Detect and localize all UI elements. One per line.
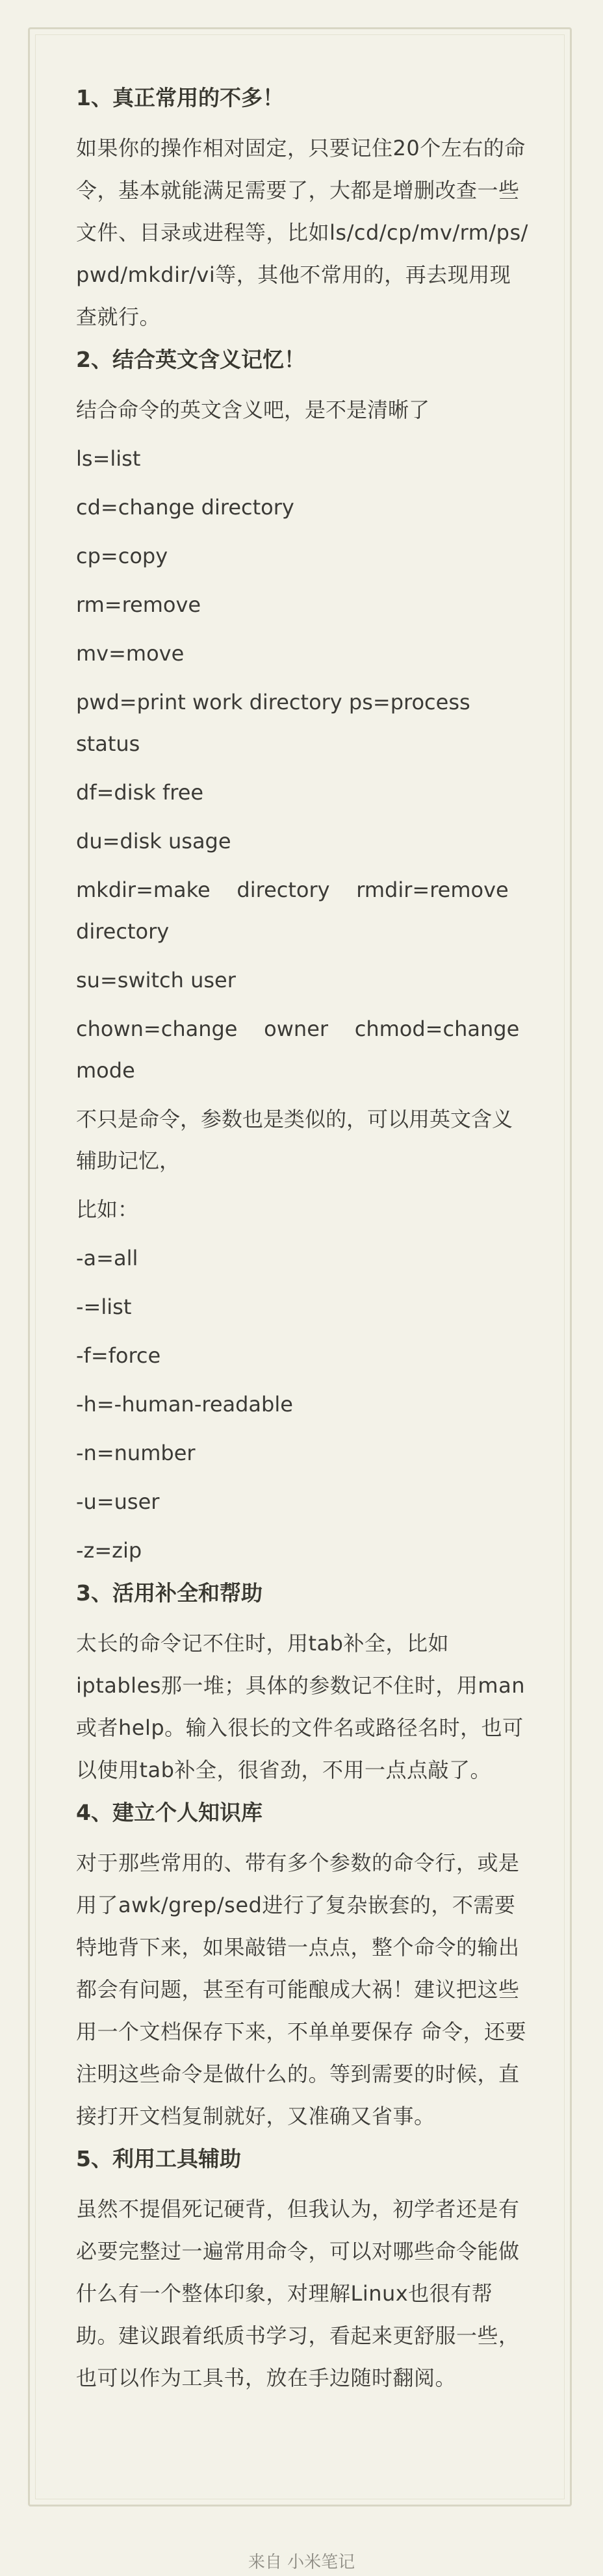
section-1-heading: 1、真正常用的不多！ (76, 85, 284, 110)
command-line: pwd=print work directory ps=process status (76, 690, 477, 756)
command-line: du=disk usage (76, 829, 231, 853)
section-5-heading: 5、利用工具辅助 (76, 2146, 241, 2171)
param-line: -u=user (76, 1489, 160, 1514)
param-line: -n=number (76, 1441, 196, 1465)
command-line: ls=list (76, 446, 141, 471)
note-content (76, 83, 531, 2406)
section-2-heading: 2、结合英文含义记忆！ (76, 347, 305, 372)
command-line: mkdir=make directory rmdir=remove directory (76, 878, 515, 944)
section-1-paragraph: 如果你的操作相对固定，只要记住20个左右的命令，基本就能满足需要了，大都是增删改查一些文件、目录或进程等，比如ls/cd/cp/mv/rm/ps/ pwd/mkdir/vi等，其他不常用的，再去现用现查就行。 (76, 136, 528, 329)
section-2-example-label: 比如： (76, 1197, 139, 1222)
command-line: chown=change owner chmod=change mode (76, 1017, 526, 1083)
command-line: su=switch user (76, 968, 236, 992)
param-line: -=list (76, 1294, 132, 1319)
command-line: cp=copy (76, 544, 168, 568)
section-3-paragraph: 太长的命令记不住时，用tab补全，比如iptables那一堆；具体的参数记不住时，用man或者help。输入很长的文件名或路径名时，也可以使用tab补全，很省劲，不用一点点敲了。 (76, 1631, 525, 1782)
param-line: -f=force (76, 1343, 161, 1368)
param-line: -a=all (76, 1246, 138, 1270)
section-4-heading: 4、建立个人知识库 (76, 1800, 263, 1825)
section-4-paragraph: 对于那些常用的、带有多个参数的命令行，或是用了awk/grep/sed进行了复杂嵌套的，不需要 特地背下来，如果敲错一点点，整个命令的输出 都会有问题，甚至有可能酿成大祸！建议把这些用一个文档保存下来，不单单要保存 命令，还要注明这些命令是做什么的。等到需要的时候，直接打开文档复制就好，又准确又省事。 (76, 1850, 527, 2128)
section-2-intro: 结合命令的英文含义吧，是不是清晰了 (76, 398, 430, 422)
command-line: mv=move (76, 641, 185, 666)
section-2-note: 不只是命令，参数也是类似的，可以用英文含义辅助记忆， (76, 1107, 513, 1173)
command-line: cd=change directory (76, 495, 294, 520)
command-line: rm=remove (76, 592, 201, 617)
section-5-paragraph: 虽然不提倡死记硬背，但我认为，初学者还是有必要完整过一遍常用命令，可以对哪些命令能做什么有一个整体印象，对理解Linux也很有帮助。建议跟着纸质书学习，看起来更舒服一些，也可以作为工具书，放在手边随时翻阅。 (76, 2197, 520, 2390)
section-3-heading: 3、活用补全和帮助 (76, 1580, 263, 1606)
param-line: -z=zip (76, 1538, 142, 1563)
command-line: df=disk free (76, 780, 204, 805)
note-source-footer: 来自 小米笔记 (248, 2553, 355, 2572)
param-line: -h=-human-readable (76, 1392, 293, 1417)
